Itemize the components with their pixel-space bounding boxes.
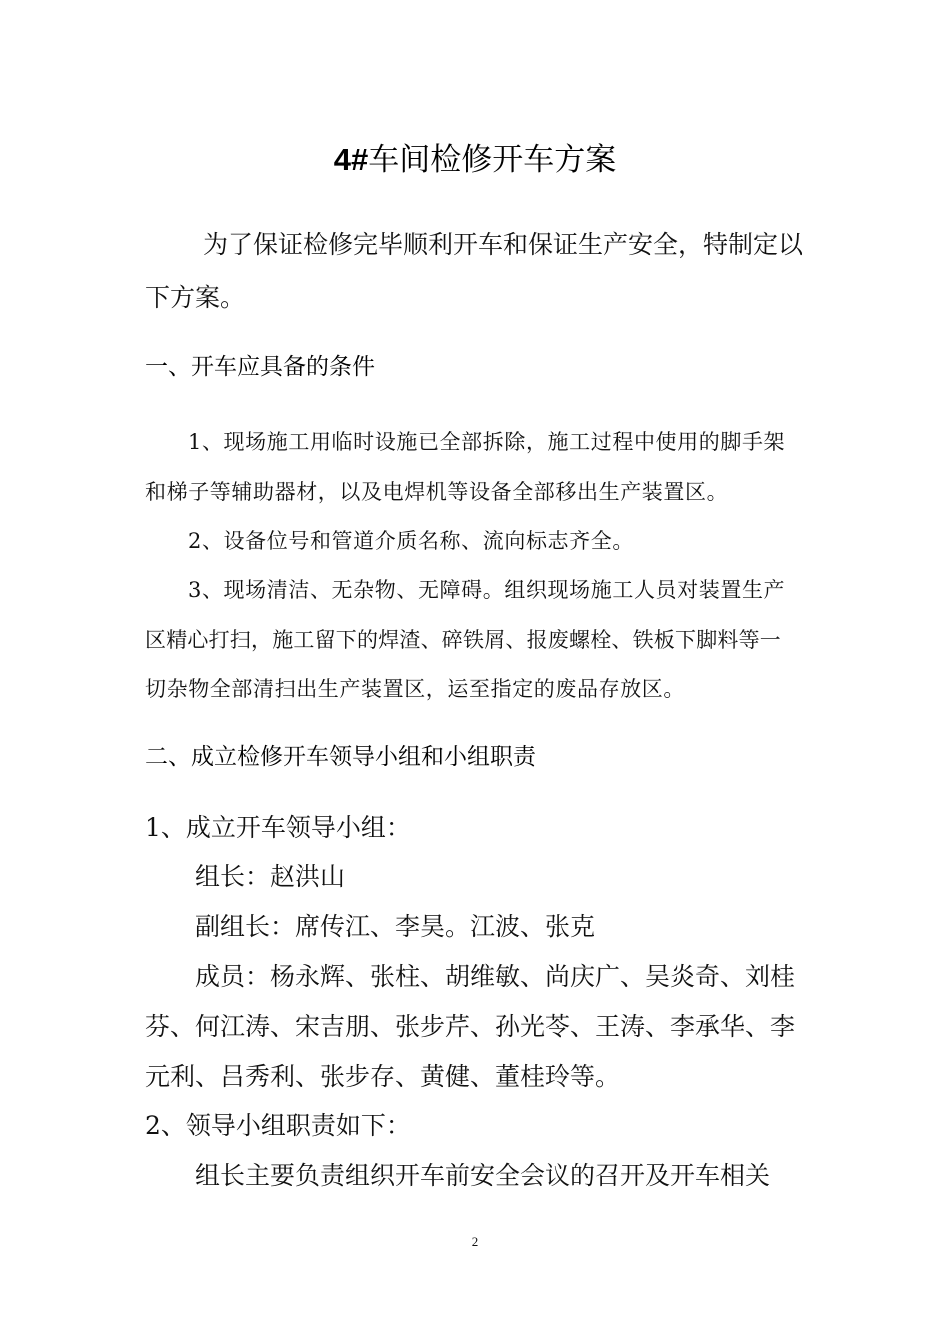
deputy-leaders: 副组长：席传江、李昊。江波、张克 [195,912,596,941]
section-1-item-3-line-1: 3、现场清洁、无杂物、无障碍。组织现场施工人员对装置生产 [188,578,786,602]
section-1-item-3-line-3: 切杂物全部清扫出生产装置区，运至指定的废品存放区。 [145,677,685,701]
section-1-heading: 一、开车应具备的条件 [145,354,375,380]
members-line-3: 元利、吕秀利、张步存、黄健、董桂玲等。 [145,1062,621,1091]
members-line-2: 芬、何江涛、宋吉朋、张步芹、孙光苓、王涛、李承华、李 [145,1012,796,1041]
section-1-item-1-line-2: 和梯子等辅助器材，以及电焊机等设备全部移出生产装置区。 [145,480,729,504]
group-leader: 组长：赵洪山 [195,862,346,891]
page-number: 2 [471,1234,479,1249]
document-title [0,140,950,180]
members-line-1: 成员：杨永辉、张柱、胡维敏、尚庆广、吴炎奇、刘桂 [195,962,796,991]
title-text: 车间检修开车方案 [368,142,617,178]
title-prefix: 4# [333,142,369,177]
section-2-sub-2: 2、领导小组职责如下： [145,1111,411,1140]
intro-line-1: 为了保证检修完毕顺利开车和保证生产安全，特制定以 [203,230,804,259]
leader-duty-line-1: 组长主要负责组织开车前安全会议的召开及开车相关 [195,1161,771,1190]
intro-line-2: 下方案。 [145,283,246,312]
section-1-item-3-line-2: 区精心打扫，施工留下的焊渣、碎铁屑、报废螺栓、铁板下脚料等一 [145,628,781,652]
section-1-item-1-line-1: 1、现场施工用临时设施已全部拆除，施工过程中使用的脚手架 [188,430,786,454]
section-2-sub-1: 1、成立开车领导小组： [145,813,411,842]
section-1-item-2: 2、设备位号和管道介质名称、流向标志齐全。 [188,529,634,553]
section-2-heading: 二、成立检修开车领导小组和小组职责 [145,744,536,770]
